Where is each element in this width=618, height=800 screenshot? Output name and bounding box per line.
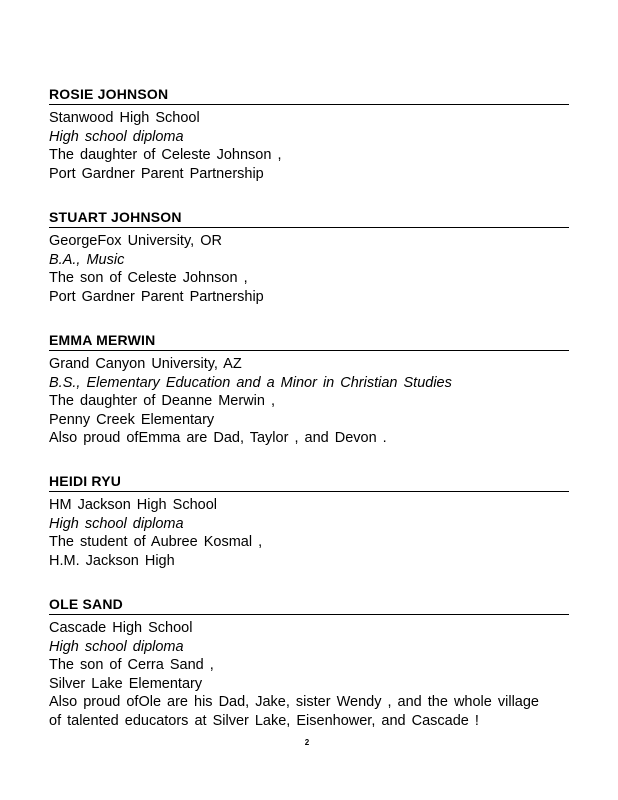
entry-degree: B.A., Music [49, 251, 125, 268]
entry-name: STUART JOHNSON [49, 209, 569, 228]
page-number: 2 [304, 738, 310, 747]
entry-relation: The student of Aubree Kosmal , [49, 534, 263, 550]
entry-relation: The daughter of Deanne Merwin , [49, 393, 276, 409]
entry-affiliation: H.M. Jackson High [49, 552, 175, 569]
entry-school: Cascade High School [49, 620, 193, 636]
entry-degree: B.S., Elementary Education and a Minor in Christian Studies [49, 374, 452, 391]
entry-affiliation: Penny Creek Elementary [49, 411, 215, 428]
entry-affiliation: Port Gardner Parent Partnership [49, 165, 264, 182]
entry-stuart-johnson [49, 209, 569, 306]
entry-name: EMMA MERWIN [49, 332, 569, 351]
entry-ole-sand [49, 596, 569, 730]
entry-heidi-ryu [49, 473, 569, 570]
entry-school: GeorgeFox University, OR [49, 233, 222, 249]
entry-name: HEIDI RYU [49, 473, 569, 492]
entry-name: OLE SAND [49, 596, 569, 615]
entry-relation: The son of Celeste Johnson , [49, 270, 248, 286]
entry-degree: High school diploma [49, 515, 184, 532]
entry-emma-merwin [49, 332, 569, 448]
entry-rosie-johnson [49, 86, 569, 183]
entry-relation: The son of Cerra Sand , [49, 657, 214, 673]
entry-note: Also proud ofEmma are Dad, Taylor , and Devon . [49, 430, 387, 446]
entry-school: Stanwood High School [49, 110, 200, 126]
entry-note-continued: of talented educators at Silver Lake, Eisenhower, and Cascade ! [49, 712, 479, 729]
entry-degree: High school diploma [49, 638, 184, 655]
entry-degree: High school diploma [49, 128, 184, 145]
entry-relation: The daughter of Celeste Johnson , [49, 147, 282, 163]
entry-affiliation: Silver Lake Elementary [49, 675, 203, 692]
entry-affiliation: Port Gardner Parent Partnership [49, 288, 264, 305]
entry-note: Also proud ofOle are his Dad, Jake, sister Wendy , and the whole village [49, 694, 539, 710]
entry-name: ROSIE JOHNSON [49, 86, 569, 105]
entry-school: HM Jackson High School [49, 497, 217, 513]
entry-school: Grand Canyon University, AZ [49, 356, 242, 372]
